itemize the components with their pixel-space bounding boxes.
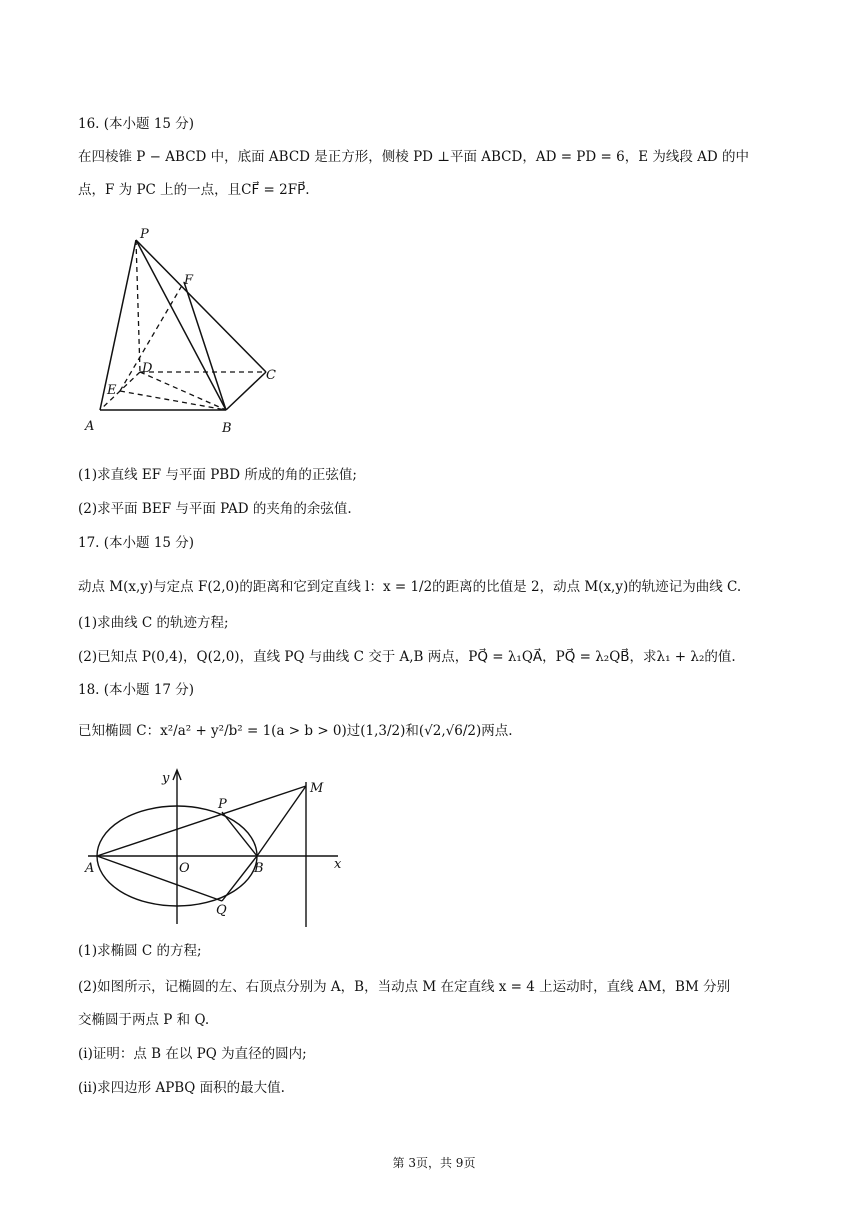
label-D: D bbox=[142, 361, 153, 376]
label-x: x bbox=[334, 857, 342, 872]
q16-stem-line2: 点，F 为 PC 上的一点，且CF⃗ = 2FP⃗. bbox=[78, 182, 310, 198]
pyramid-figure bbox=[80, 222, 300, 437]
ellipse-figure bbox=[80, 762, 360, 932]
q16-part2: (2)求平面 BEF 与平面 PAD 的夹角的余弦值. bbox=[78, 501, 352, 517]
label-A: A bbox=[85, 861, 95, 876]
label-M: M bbox=[310, 781, 324, 796]
q18-part2-line2: 交椭圆于两点 P 和 Q. bbox=[78, 1012, 210, 1028]
label-B: B bbox=[254, 861, 264, 876]
q18-part1: (1)求椭圆 C 的方程; bbox=[78, 943, 202, 959]
q17-part2: (2)已知点 P(0,4)，Q(2,0)，直线 PQ 与曲线 C 交于 A,B 两点，PQ⃗ = λ₁QA⃗，PQ⃗ = λ₂QB⃗，求λ₁ + λ₂的值. bbox=[78, 649, 736, 665]
label-E: E bbox=[107, 383, 117, 398]
label-P: P bbox=[218, 797, 227, 812]
q16-stem-line1: 在四棱锥 P − ABCD 中，底面 ABCD 是正方形，侧棱 PD ⊥平面 ABCD，AD = PD = 6，E 为线段 AD 的中 bbox=[78, 149, 749, 165]
q17-header: 17. (本小题 15 分) bbox=[78, 535, 195, 551]
q17-part1: (1)求曲线 C 的轨迹方程; bbox=[78, 615, 229, 631]
label-y: y bbox=[162, 771, 170, 786]
label-O: O bbox=[179, 861, 190, 876]
q18-sub-ii: (ii)求四边形 APBQ 面积的最大值. bbox=[78, 1080, 285, 1096]
label-P: P bbox=[140, 227, 149, 242]
q18-part2-line1: (2)如图所示，记椭圆的左、右顶点分别为 A，B，当动点 M 在定直线 x = 4 上运动时，直线 AM，BM 分别 bbox=[78, 979, 731, 995]
q18-stem: 已知椭圆 C：x²/a² + y²/b² = 1(a > b > 0)过(1,3/2)和(√2,√6/2)两点. bbox=[78, 723, 513, 739]
label-C: C bbox=[266, 368, 276, 383]
label-F: F bbox=[184, 273, 194, 288]
q18-sub-i: (i)证明：点 B 在以 PQ 为直径的圆内; bbox=[78, 1046, 307, 1062]
label-Q: Q bbox=[216, 903, 227, 918]
q16-header: 16. (本小题 15 分) bbox=[78, 116, 195, 132]
q18-header: 18. (本小题 17 分) bbox=[78, 682, 195, 698]
label-B: B bbox=[222, 421, 232, 436]
q16-part1: (1)求直线 EF 与平面 PBD 所成的角的正弦值; bbox=[78, 467, 357, 483]
q17-stem: 动点 M(x,y)与定点 F(2,0)的距离和它到定直线 l：x = 1/2的距离的比值是 2，动点 M(x,y)的轨迹记为曲线 C. bbox=[78, 579, 742, 595]
page-footer: 第 3页，共 9页 bbox=[392, 1156, 476, 1170]
label-A: A bbox=[85, 419, 95, 434]
